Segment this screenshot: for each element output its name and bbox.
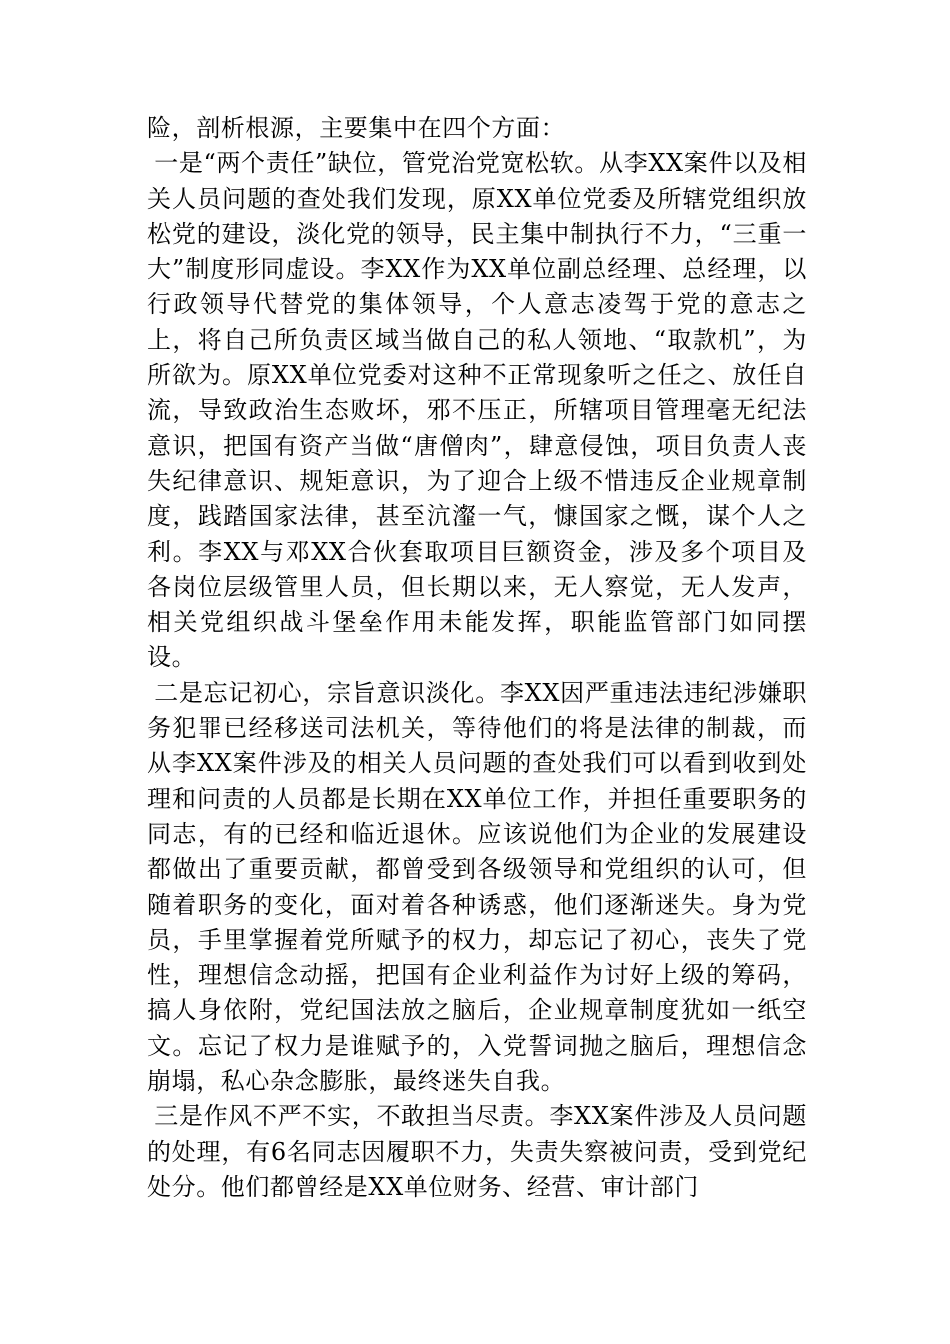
paragraph-continuation: 险，剖析根源，主要集中在四个方面： xyxy=(147,114,566,142)
paragraph-first-aspect: 一是“两个责任”缺位，管党治党宽松软。从李XX案件以及相关人员问题的查处我们发现，原XX单位党委及所辖党组织放松党的建设，淡化党的领导，民主集中制执行不力，“三重一大”制度形同虚设。李XX作为XX单位副总经理、总经理，以行政领导代替党的集体领导，个人意志凌驾于党的意志之上，将自己所负责区域当做自己的私人领地、“取款机”，为所欲为。原XX单位党委对这种不正常现象听之任之、放任自流，导致政治生态败坏，邪不压正，所辖项目管理毫无纪法意识，把国有资产当做“唐僧肉”，肆意侵蚀，项目负责人丧失纪律意识、规矩意识，为了迎合上级不惜违反企业规章制度，践踏国家法律，甚至沆瀣一气，慷国家之慨，谋个人之利。李XX与邓XX合伙套取项目巨额资金，涉及多个项目及各岗位层级管里人员，但长期以来，无人察觉，无人发声，相关党组织战斗堡垒作用未能发挥，职能监管部门如同摆设。 xyxy=(147,149,807,672)
paragraph-third-aspect: 三是作风不严不实，不敢担当尽责。李XX案件涉及人员问题的处理，有6名同志因履职不力，失责失察被问责，受到党纪处分。他们都曾经是XX单位财务、经营、审计部门 xyxy=(147,1102,807,1201)
paragraph-second-aspect: 二是忘记初心，宗旨意识淡化。李XX因严重违法违纪涉嫌职务犯罪已经移送司法机关，等待他们的将是法律的制裁，而从李XX案件涉及的相关人员问题的查处我们可以看到收到处理和问责的人员都是长期在XX单位工作，并担任重要职务的同志，有的已经和临近退休。应该说他们为企业的发展建设都做出了重要贡献，都曾受到各级领导和党组织的认可，但随着职务的变化，面对着各种诱惑，他们逐渐迷失。身为党员，手里掌握着党所赋予的权力，却忘记了初心，丧失了党性，理想信念动摇，把国有企业利益作为讨好上级的筹码，搞人身依附，党纪国法放之脑后，企业规章制度犹如一纸空文。忘记了权力是谁赋予的，入党誓词抛之脑后，理想信念崩塌，私心杂念膨胀，最终迷失自我。 xyxy=(147,678,807,1096)
document-body xyxy=(147,111,807,1205)
